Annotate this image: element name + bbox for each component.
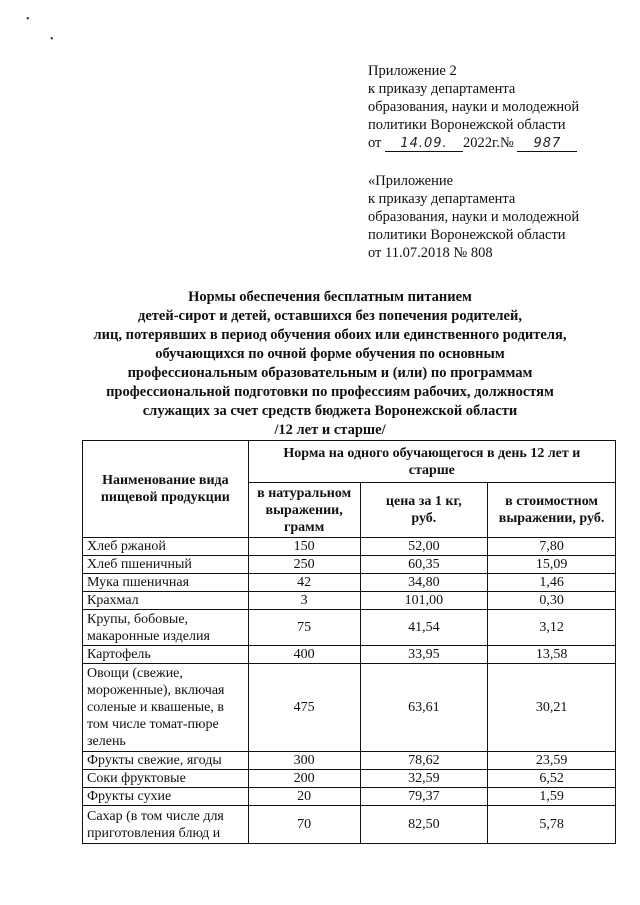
table-row bbox=[83, 592, 616, 610]
product-name-cell: Соки фруктовые bbox=[83, 770, 249, 788]
grams-cell: 75 bbox=[248, 610, 360, 646]
table-row bbox=[83, 664, 616, 752]
appendix-2-line: политики Воронежской области bbox=[368, 117, 566, 133]
product-name-cell: Мука пшеничная bbox=[83, 574, 249, 592]
cost-cell: 23,59 bbox=[488, 752, 616, 770]
cost-cell: 1,46 bbox=[488, 574, 616, 592]
grams-cell: 475 bbox=[248, 664, 360, 752]
column-header-product: Наименование вида пищевой продукции bbox=[83, 441, 249, 538]
cost-cell: 0,30 bbox=[488, 592, 616, 610]
price-cell: 33,95 bbox=[360, 646, 488, 664]
appendix-2-date-line bbox=[368, 134, 579, 152]
year-text: 2022г. bbox=[463, 135, 500, 151]
table-row bbox=[83, 574, 616, 592]
price-cell: 82,50 bbox=[360, 806, 488, 844]
table-row bbox=[83, 788, 616, 806]
appendix-1-title: «Приложение bbox=[368, 173, 454, 189]
appendix-1-line: политики Воронежской области bbox=[368, 227, 566, 243]
cost-cell: 13,58 bbox=[488, 646, 616, 664]
appendix-2-block bbox=[368, 62, 579, 152]
product-name-cell: Крахмал bbox=[83, 592, 249, 610]
scan-dot-mark: • bbox=[50, 34, 54, 45]
title-line: профессиональным образовательным и (или) по программам bbox=[127, 365, 533, 381]
product-name-cell: Фрукты свежие, ягоды bbox=[83, 752, 249, 770]
grams-cell: 400 bbox=[248, 646, 360, 664]
price-cell: 41,54 bbox=[360, 610, 488, 646]
handwritten-date: 14.09. bbox=[385, 136, 463, 152]
product-name-cell: Крупы, бобовые, макаронные изделия bbox=[83, 610, 249, 646]
title-line: обучающихся по очной форме обучения по основным bbox=[155, 346, 505, 362]
title-line: лиц, потерявших в период обучения обоих или единственного родителя, bbox=[93, 327, 567, 343]
appendix-1-date-line: от 11.07.2018 № 808 bbox=[368, 245, 493, 261]
title-line: /12 лет и старше/ bbox=[274, 422, 386, 438]
nutrition-norms-table bbox=[82, 440, 616, 844]
price-cell: 79,37 bbox=[360, 788, 488, 806]
product-name-cell: Картофель bbox=[83, 646, 249, 664]
cost-cell: 6,52 bbox=[488, 770, 616, 788]
product-name-cell: Овощи (свежие, мороженные), включая соленые и квашеные, в том числе томат-пюре зелень bbox=[83, 664, 249, 752]
grams-cell: 250 bbox=[248, 556, 360, 574]
table-row bbox=[83, 556, 616, 574]
cost-cell: 30,21 bbox=[488, 664, 616, 752]
grams-cell: 42 bbox=[248, 574, 360, 592]
price-cell: 52,00 bbox=[360, 538, 488, 556]
grams-cell: 200 bbox=[248, 770, 360, 788]
column-header-natural: в натуральном выражении, грамм bbox=[248, 483, 360, 538]
table-row bbox=[83, 646, 616, 664]
appendix-1-block bbox=[368, 172, 579, 262]
title-line: профессиональной подготовки по профессиям рабочих, должностям bbox=[106, 384, 554, 400]
cost-cell: 5,78 bbox=[488, 806, 616, 844]
appendix-2-line: к приказу департамента bbox=[368, 81, 516, 97]
appendix-1-line: к приказу департамента bbox=[368, 191, 516, 207]
table-row bbox=[83, 538, 616, 556]
date-prefix: от bbox=[368, 135, 382, 151]
price-cell: 32,59 bbox=[360, 770, 488, 788]
appendix-2-title: Приложение 2 bbox=[368, 63, 457, 79]
grams-cell: 150 bbox=[248, 538, 360, 556]
cost-cell: 1,59 bbox=[488, 788, 616, 806]
appendix-2-line: образования, науки и молодежной bbox=[368, 99, 580, 115]
product-name-cell: Сахар (в том числе для приготовления блюд и bbox=[83, 806, 249, 844]
grams-cell: 300 bbox=[248, 752, 360, 770]
title-line: служащих за счет средств бюджета Воронежской области bbox=[142, 403, 518, 419]
scan-dot-mark: • bbox=[26, 14, 30, 25]
price-cell: 34,80 bbox=[360, 574, 488, 592]
table-row bbox=[83, 770, 616, 788]
table-row bbox=[83, 752, 616, 770]
price-cell: 78,62 bbox=[360, 752, 488, 770]
grams-cell: 70 bbox=[248, 806, 360, 844]
grams-cell: 3 bbox=[248, 592, 360, 610]
product-name-cell: Хлеб ржаной bbox=[83, 538, 249, 556]
title-line: Нормы обеспечения бесплатным питанием bbox=[188, 289, 472, 305]
product-name-cell: Фрукты сухие bbox=[83, 788, 249, 806]
appendix-1-line: образования, науки и молодежной bbox=[368, 209, 580, 225]
handwritten-number: 987 bbox=[517, 136, 577, 152]
table-row bbox=[83, 806, 616, 844]
document-title bbox=[60, 288, 600, 440]
column-header-price: цена за 1 кг, руб. bbox=[360, 483, 488, 538]
grams-cell: 20 bbox=[248, 788, 360, 806]
title-line: детей-сирот и детей, оставшихся без попечения родителей, bbox=[138, 308, 522, 324]
product-name-cell: Хлеб пшеничный bbox=[83, 556, 249, 574]
cost-cell: 15,09 bbox=[488, 556, 616, 574]
cost-cell: 7,80 bbox=[488, 538, 616, 556]
price-cell: 101,00 bbox=[360, 592, 488, 610]
price-cell: 60,35 bbox=[360, 556, 488, 574]
column-group-header-norm: Норма на одного обучающегося в день 12 лет и старше bbox=[248, 441, 615, 483]
number-prefix: № bbox=[499, 135, 514, 151]
cost-cell: 3,12 bbox=[488, 610, 616, 646]
table-row bbox=[83, 610, 616, 646]
price-cell: 63,61 bbox=[360, 664, 488, 752]
column-header-cost: в стоимостном выражении, руб. bbox=[488, 483, 616, 538]
